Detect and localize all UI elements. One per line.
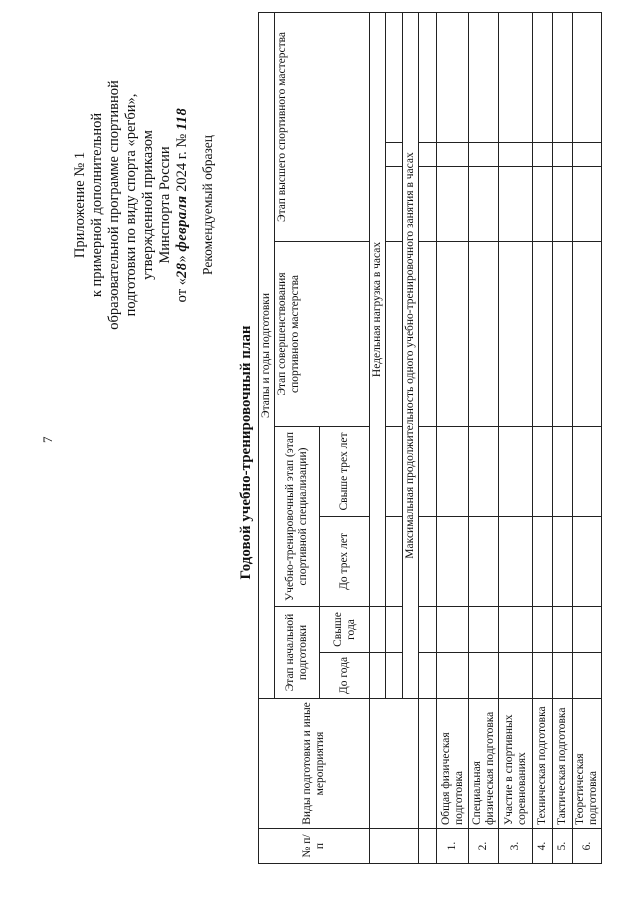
date-month-handwritten: февраля [174,195,190,252]
empty-cell [553,653,573,699]
row-label: Участие в спортивных соревнованиях [499,699,533,829]
empty-cell [386,242,403,427]
empty-cell [419,829,437,864]
appendix-block [72,60,191,350]
header-stage-improvement: Этап совершенствования спортивного мастерства [275,242,370,427]
weekly-load-label: Недельная нагрузка в часах [370,12,386,606]
row-label: Специальная физическая подготовка [469,699,499,829]
empty-cell [553,242,573,427]
page-number: 7 [40,436,55,443]
empty-cell [533,607,553,653]
empty-cell [469,143,499,167]
empty-cell [370,829,419,864]
empty-cell [499,517,533,607]
table-row [553,12,573,863]
empty-cell [553,143,573,167]
row-label: Техническая подготовка [533,699,553,829]
header-stage-highest: Этап высшего спортивного мастерства [275,12,370,241]
empty-cell [437,242,469,427]
empty-cell [573,12,602,142]
appendix-line: Приложение № 1 [72,151,88,259]
header-stage-initial: Этап начальной подготовки [275,607,320,699]
empty-cell [533,12,553,142]
empty-cell [499,427,533,517]
header-types: Виды подготовки и иные мероприятия [259,699,370,829]
empty-cell [553,607,573,653]
empty-cell [386,143,403,167]
empty-cell [573,607,602,653]
empty-cell [386,517,403,607]
appendix-line: к примерной дополнительной [89,112,105,298]
table-row [533,12,553,863]
empty-cell [386,12,403,142]
training-plan-table [258,12,602,864]
empty-cell [437,167,469,242]
empty-cell [573,427,602,517]
date-mid: » [174,251,190,263]
empty-cell [469,653,499,699]
empty-cell [533,242,553,427]
header-initial-over-year: Свыше года [320,607,370,653]
empty-cell [370,699,419,829]
header-training-up-to-3: До трех лет [320,517,370,607]
empty-cell [419,607,437,653]
empty-cell [437,143,469,167]
appendix-line: Минспорта России [157,146,173,264]
empty-cell [533,517,553,607]
empty-cell [437,427,469,517]
table-row [437,12,469,863]
header-num: № п/п [259,829,370,864]
empty-cell [553,167,573,242]
empty-cell [386,653,403,699]
header-training-over-3: Свыше трех лет [320,427,370,517]
empty-cell [419,167,437,242]
empty-cell [533,167,553,242]
empty-cell [499,167,533,242]
table-row [499,12,533,863]
empty-cell [469,427,499,517]
row-label: Теоретическая подготовка [573,699,602,829]
empty-cell [533,653,553,699]
date-year: 2024 г. № [174,130,190,196]
row-number: 5. [553,829,573,864]
table-row [469,12,499,863]
empty-cell [419,517,437,607]
empty-cell [499,12,533,142]
row-label: Общая физическая подготовка [437,699,469,829]
empty-cell [437,607,469,653]
empty-cell [553,517,573,607]
row-number: 3. [499,829,533,864]
empty-cell [469,517,499,607]
header-stage-training: Учебно-тренировочный этап (этап спортивной специализации) [275,427,320,607]
empty-cell [386,427,403,517]
max-duration-label: Максимальная продолжительность одного учебно-тренировочного занятия в часах [403,12,419,698]
date-prefix: от « [174,278,190,303]
empty-cell [419,653,437,699]
header-initial-up-to-year: До года [320,653,370,699]
empty-cell [533,143,553,167]
empty-cell [533,427,553,517]
empty-cell [499,143,533,167]
empty-cell [437,517,469,607]
row-number: 4. [533,829,553,864]
appendix-line: утвержденной приказом [140,130,156,280]
row-label: Тактическая подготовка [553,699,573,829]
empty-cell [469,607,499,653]
empty-cell [419,12,437,142]
order-number-handwritten: 118 [174,107,190,131]
empty-cell [419,242,437,427]
empty-cell [499,242,533,427]
document-title: Годовой учебно-тренировочный план [238,325,254,580]
appendix-date-line [174,60,191,350]
empty-cell [469,242,499,427]
empty-cell [419,143,437,167]
empty-cell [437,653,469,699]
row-number: 1. [437,829,469,864]
row-number: 2. [469,829,499,864]
table-row [573,12,602,863]
empty-cell [553,427,573,517]
empty-cell [370,607,386,653]
empty-cell [553,12,573,142]
empty-cell [573,517,602,607]
row-number: 6. [573,829,602,864]
date-day-handwritten: 28 [174,262,190,279]
empty-cell [499,653,533,699]
appendix-line: подготовки по виду спорта «регби», [123,93,139,317]
empty-cell [573,143,602,167]
empty-cell [573,653,602,699]
empty-cell [499,607,533,653]
appendix-line: образовательной программе спортивной [106,80,122,330]
empty-cell [469,167,499,242]
empty-cell [419,427,437,517]
empty-cell [386,607,403,653]
empty-cell [370,653,386,699]
header-stages: Этапы и годы подготовки [259,12,275,698]
recommended-sample-label: Рекомендуемый образец [200,135,215,276]
empty-cell [386,167,403,242]
empty-cell [437,12,469,142]
empty-cell [419,699,437,829]
empty-cell [469,12,499,142]
empty-cell [573,167,602,242]
empty-cell [573,242,602,427]
